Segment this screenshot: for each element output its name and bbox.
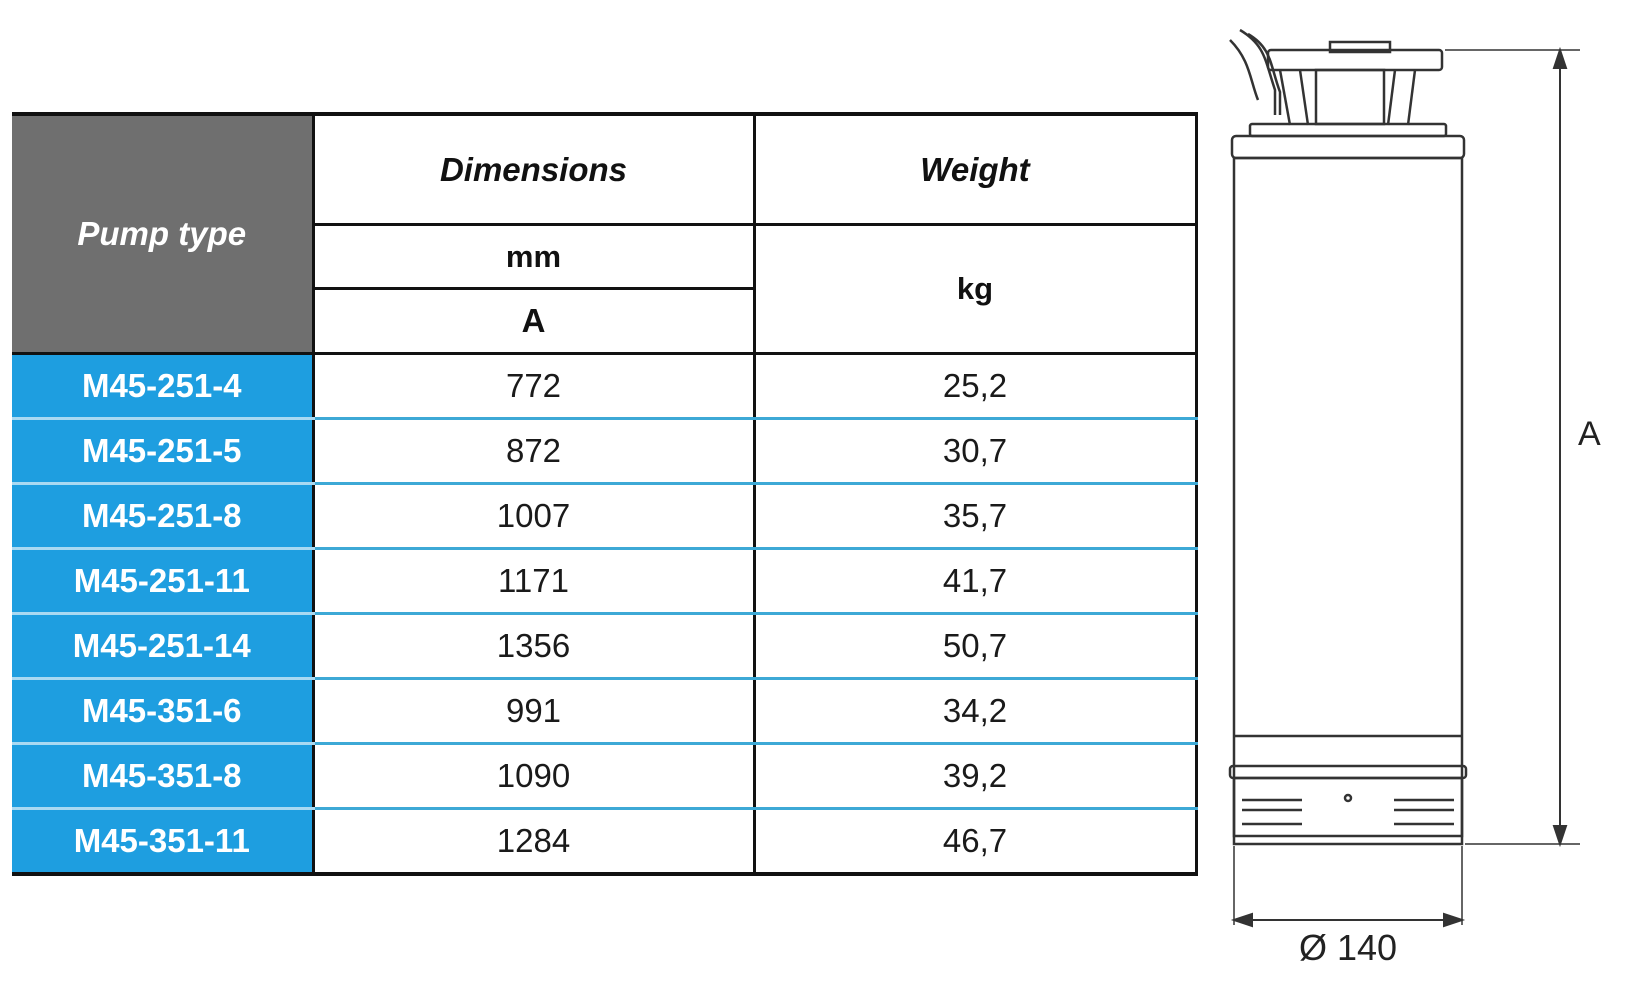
dimension-a-cell: 872 [313,419,754,484]
table-row [12,614,1196,679]
dimension-a-header: A [313,289,754,354]
height-label: A [1578,415,1601,453]
height-dimension-line [1445,50,1580,844]
weight-cell: 50,7 [754,614,1196,679]
diameter-label: Ø 140 [1298,927,1398,968]
weight-cell: 34,2 [754,679,1196,744]
dimension-a-cell: 1007 [313,484,754,549]
pump-type-cell: M45-251-11 [12,549,313,614]
weight-header: Weight [754,114,1196,225]
pump-outline-drawing [1220,20,1620,970]
weight-unit: kg [754,225,1196,354]
weight-cell: 39,2 [754,744,1196,809]
weight-cell: 41,7 [754,549,1196,614]
dimensions-header: Dimensions [313,114,754,225]
pump-type-cell: M45-351-6 [12,679,313,744]
weight-cell: 35,7 [754,484,1196,549]
weight-cell: 30,7 [754,419,1196,484]
weight-cell: 25,2 [754,354,1196,419]
dimension-a-cell: 1090 [313,744,754,809]
diameter-dimension-line [1234,846,1462,926]
table-row [12,809,1196,875]
table-row [12,679,1196,744]
dimension-a-cell: 1284 [313,809,754,875]
header-row-1 [12,114,1196,225]
dimension-a-cell: 991 [313,679,754,744]
pump-type-cell: M45-251-8 [12,484,313,549]
dimension-a-cell: 1356 [313,614,754,679]
pump-body-outline [1230,30,1466,844]
table-row [12,744,1196,809]
pump-type-cell: M45-251-14 [12,614,313,679]
table-row [12,419,1196,484]
table-row [12,354,1196,419]
dimension-a-cell: 772 [313,354,754,419]
dimension-a-cell: 1171 [313,549,754,614]
pump-type-cell: M45-351-11 [12,809,313,875]
pump-type-cell: M45-251-5 [12,419,313,484]
dimensions-unit: mm [313,225,754,289]
table-row [12,549,1196,614]
pump-spec-table [12,112,1198,876]
pump-type-cell: M45-351-8 [12,744,313,809]
table-row [12,484,1196,549]
weight-cell: 46,7 [754,809,1196,875]
pump-type-cell: M45-251-4 [12,354,313,419]
pump-type-header: Pump type [12,114,313,354]
